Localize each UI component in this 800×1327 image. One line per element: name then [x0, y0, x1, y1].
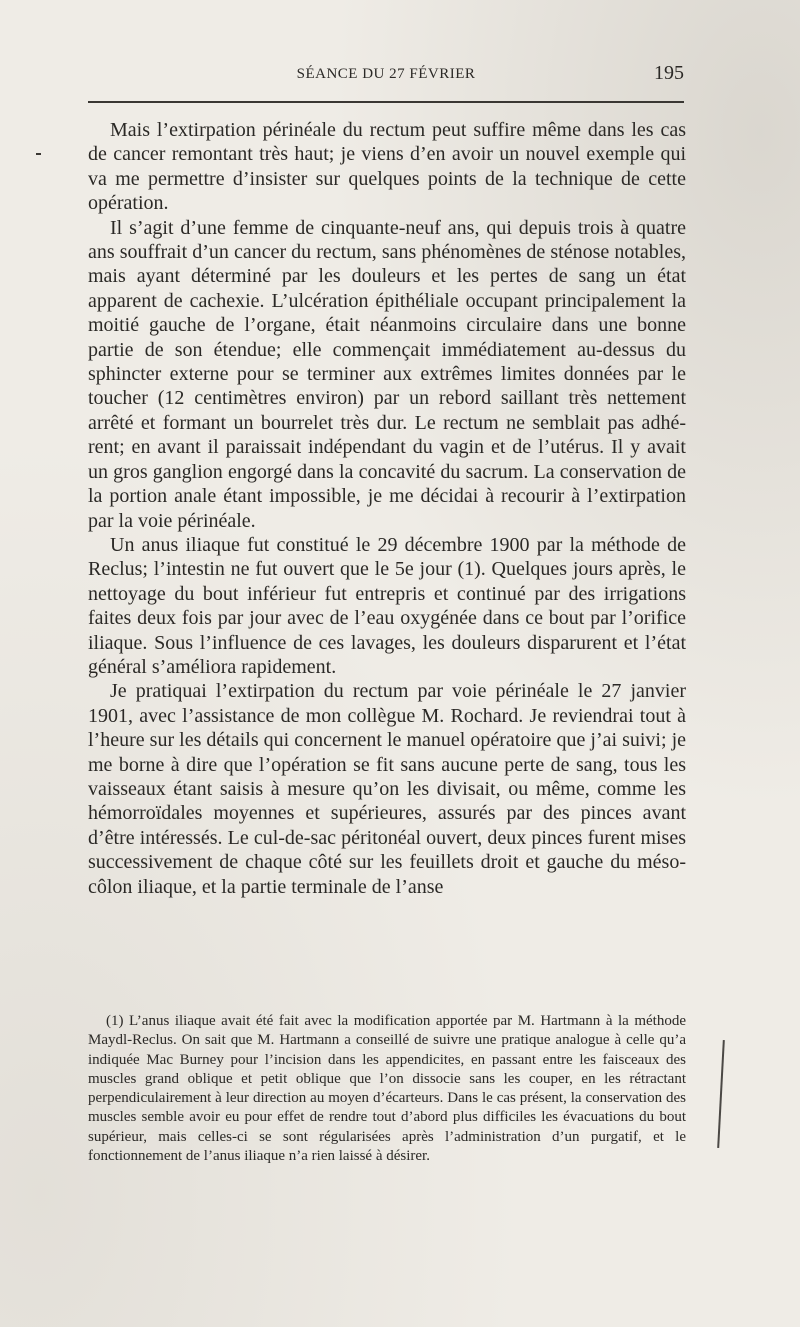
- page-number: 195: [654, 62, 684, 84]
- paragraph: Il s’agit d’une femme de cinquante-neuf ans, qui depuis trois à quatre ans souffrait d’un cancer du rectum, sans phénomènes de sténose notables, mais ayant déterminé par les douleurs et les pertes de sang un état apparent de cachexie. L’ulcération épithéliale occupant principalement la moitié gauche de l’organe, était néanmoins circulaire dans une bonne partie de son étendue; elle commençait immédiatement au-dessus du sphincter externe pour se terminer aux extrêmes limites données par le toucher (12 centimètres environ) par un rebord saillant très nettement arrêté et formant un bourrelet très dur. Le rectum ne semblait pas adhérent; en avant il paraissait indépendant du vagin et de l’utérus. Il y avait un gros ganglion engorgé dans la concavité du sacrum. La conservation de la portion anale étant impossible, je me décidai à recourir à l’extirpation par la voie périnéale.: [88, 216, 686, 532]
- margin-pencil-line: [717, 1040, 725, 1148]
- paragraph: Mais l’extirpation périnéale du rectum peut suffire même dans les cas de cancer remontant très haut; je viens d’en avoir un nouvel exemple qui va me permettre d’insister sur quelques points de la technique de cette opération.: [88, 119, 686, 215]
- running-title: SÉANCE DU 27 FÉVRIER: [296, 66, 476, 82]
- footnote: (1) L’anus iliaque avait été fait avec la modification apportée par M. Hartmann à la méthode Maydl-Reclus. On sait que M. Hartmann a conseillé de suivre une pratique analogue à celle qu’a indiquée Mac Burney pour l’incision dans les appendicites, en passant entre les faisceaux des muscles grand oblique et petit oblique que l’on dissocie sans les couper, en les rétractant perpendiculairement à leur direction au moyen d’écarteurs. Dans le cas présent, la conservation des muscles semble avoir eu pour effet de rendre tout d’abord plus difficiles les évacuations du bout supérieur, mais celles-ci se sont régularisées après l’administration d’un purgatif, et le fonctionnement de l’anus iliaque n’a rien laissé à désirer.: [88, 1013, 686, 1165]
- running-head: [88, 62, 684, 90]
- main-text: [88, 118, 686, 899]
- footnotes: [88, 1012, 686, 1166]
- header-rule: [88, 101, 684, 103]
- margin-tick-mark: [36, 153, 41, 155]
- paragraph: Je pratiquai l’extirpation du rectum par voie périnéale le 27 janvier 1901, avec l’assistance de mon collègue M. Rochard. Je reviendrai tout à l’heure sur les détails qui concernent le manuel opératoire que j’ai suivi; je me borne à dire que l’opération se fit sans aucune perte de sang, tous les vaisseaux étant saisis à mesure qu’on les divisait, ou même, comme les hémorroïdales moyennes et supérieures, assurés par des pinces avant d’être intéressés. Le cul-de-sac péritonéal ouvert, deux pinces furent mises successivement de chaque côté sur les feuillets droit et gauche du méso-côlon iliaque, et la partie terminale de l’anse: [88, 680, 686, 898]
- paragraph: Un anus iliaque fut constitué le 29 décembre 1900 par la méthode de Reclus; l’intestin ne fut ouvert que le 5e jour (1). Quelques jours après, le nettoyage du bout inférieur fut entrepris et continué par des irrigations faites deux fois par jour avec de l’eau oxygénée dans ce bout par l’orifice iliaque. Sous l’influence de ces lavages, les douleurs disparurent et l’état général s’améliora rapidement.: [88, 533, 686, 678]
